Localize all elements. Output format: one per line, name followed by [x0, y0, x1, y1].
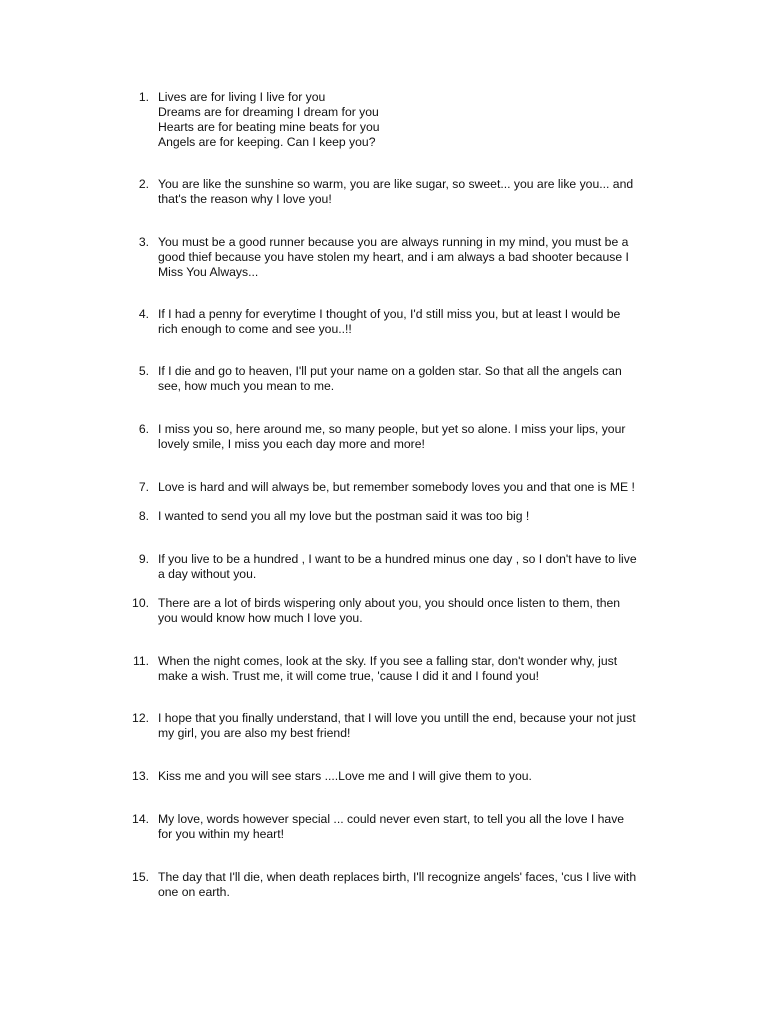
item-text-line: I wanted to send you all my love but the postman said it was too big ! [158, 509, 530, 523]
item-text-line: Hearts are for beating mine beats for you [158, 120, 380, 134]
item-text-line: one on earth. [158, 885, 230, 899]
item-number: 11. [132, 654, 149, 668]
item-number: 7. [138, 480, 149, 494]
item-text-line: I hope that you finally understand, that I will love you untill the end, because your not just [158, 711, 636, 725]
item-text-line: for you within my heart! [158, 827, 284, 841]
item-text-line: My love, words however special ... could never even start, to tell you all the love I have [158, 812, 625, 826]
item-text-line: rich enough to come and see you..!! [158, 322, 352, 336]
item-text-line: that's the reason why I love you! [158, 192, 332, 206]
item-number: 5. [138, 364, 149, 378]
item-number: 13. [132, 769, 149, 783]
item-number: 14. [132, 812, 149, 826]
item-text-line: When the night comes, look at the sky. If you see a falling star, don't wonder why, just [158, 654, 618, 668]
item-number: 8. [138, 509, 149, 523]
item-text-line: Kiss me and you will see stars ....Love me and I will give them to you. [158, 769, 532, 783]
item-number: 3. [138, 235, 149, 249]
item-text-line: good thief because you have stolen my heart, and i am always a bad shooter because I [158, 250, 629, 264]
item-text-line: Lives are for living I live for you [158, 90, 326, 104]
item-text-line: Dreams are for dreaming I dream for you [158, 105, 379, 119]
item-text-line: my girl, you are also my best friend! [158, 726, 351, 740]
item-text-line: I miss you so, here around me, so many people, but yet so alone. I miss your lips, your [158, 422, 626, 436]
item-text-line: make a wish. Trust me, it will come true, 'cause I did it and I found you! [158, 669, 539, 683]
item-number: 1. [138, 90, 149, 104]
item-text-line: Angels are for keeping. Can I keep you? [158, 135, 376, 149]
item-number: 6. [138, 422, 149, 436]
item-text-line: The day that I'll die, when death replaces birth, I'll recognize angels' faces, 'cus I live with [158, 870, 637, 884]
item-text-line: You must be a good runner because you are always running in my mind, you must be a [158, 235, 629, 249]
item-text-line: If I die and go to heaven, I'll put your name on a golden star. So that all the angels can [158, 364, 622, 378]
item-text-line: Miss You Always... [158, 265, 259, 279]
item-text-line: Love is hard and will always be, but remember somebody loves you and that one is ME ! [158, 480, 635, 494]
item-text-line: If you live to be a hundred , I want to be a hundred minus one day , so I don't have to live [158, 552, 637, 566]
item-number: 10. [132, 596, 149, 610]
item-text-line: lovely smile, I miss you each day more and more! [158, 437, 425, 451]
item-number: 9. [138, 552, 149, 566]
item-text-line: you would know how much I love you. [158, 611, 363, 625]
item-text-line: If I had a penny for everytime I thought of you, I'd still miss you, but at least I would be [158, 307, 621, 321]
item-text-line: see, how much you mean to me. [158, 379, 335, 393]
item-number: 2. [138, 177, 149, 191]
item-number: 15. [132, 870, 149, 884]
item-text-line: a day without you. [158, 567, 257, 581]
item-text-line: You are like the sunshine so warm, you are like sugar, so sweet... you are like you... and [158, 177, 634, 191]
item-number: 4. [138, 307, 149, 321]
item-text-line: There are a lot of birds wispering only about you, you should once listen to them, then [158, 596, 621, 610]
item-number: 12. [132, 711, 149, 725]
